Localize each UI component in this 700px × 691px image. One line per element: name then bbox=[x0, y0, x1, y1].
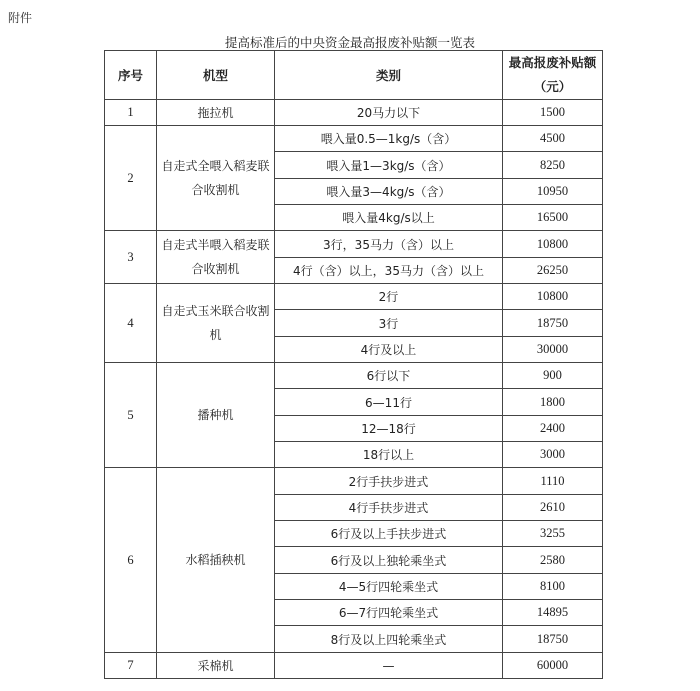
cell-amount: 14895 bbox=[503, 600, 603, 626]
cell-amount: 3000 bbox=[503, 442, 603, 468]
cell-machine bbox=[157, 231, 275, 284]
header-seq: 序号 bbox=[105, 51, 157, 100]
cell-machine bbox=[157, 468, 275, 653]
cell-seq: 4 bbox=[105, 284, 157, 363]
cell-machine bbox=[157, 363, 275, 468]
cell-amount: 10950 bbox=[503, 179, 603, 205]
cell-category: — bbox=[275, 653, 503, 679]
cell-amount: 18750 bbox=[503, 310, 603, 337]
machine-text: 自走式玉米联合收割机 bbox=[161, 304, 270, 342]
cell-category: 4行及以上 bbox=[275, 337, 503, 363]
cell-amount: 2580 bbox=[503, 547, 603, 574]
machine-text: 拖拉机 bbox=[197, 105, 234, 120]
table-row bbox=[105, 363, 603, 389]
cell-machine bbox=[157, 100, 275, 126]
cell-amount: 1110 bbox=[503, 468, 603, 495]
cell-category: 6—11行 bbox=[275, 389, 503, 416]
machine-text: 水稻插秧机 bbox=[185, 553, 246, 567]
cell-category: 3行 bbox=[275, 310, 503, 337]
cell-amount: 3255 bbox=[503, 521, 603, 547]
cell-amount: 8100 bbox=[503, 574, 603, 600]
page-title: 提高标准后的中央资金最高报废补贴额一览表 bbox=[224, 35, 475, 50]
cell-category: 12—18行 bbox=[275, 416, 503, 442]
cell-amount: 60000 bbox=[503, 653, 603, 679]
table-row bbox=[105, 284, 603, 310]
cell-amount: 18750 bbox=[503, 626, 603, 653]
cell-category: 喂入量0.5—1kg/s（含） bbox=[275, 126, 503, 152]
cell-category: 6行及以上独轮乘坐式 bbox=[275, 547, 503, 574]
cell-amount: 30000 bbox=[503, 337, 603, 363]
cell-seq: 2 bbox=[105, 126, 157, 231]
cell-seq: 6 bbox=[105, 468, 157, 653]
table-row bbox=[105, 126, 603, 152]
cell-category: 18行以上 bbox=[275, 442, 503, 468]
cell-machine bbox=[157, 653, 275, 679]
machine-text: 自走式半喂入稻麦联合收割机 bbox=[161, 238, 270, 276]
cell-category: 6行以下 bbox=[275, 363, 503, 389]
header-machine: 机型 bbox=[157, 51, 275, 100]
cell-amount: 10800 bbox=[503, 231, 603, 258]
cell-category: 6行及以上手扶步进式 bbox=[275, 521, 503, 547]
machine-text: 播种机 bbox=[197, 408, 234, 422]
cell-amount: 2610 bbox=[503, 495, 603, 521]
cell-category: 2行手扶步进式 bbox=[275, 468, 503, 495]
subsidy-table bbox=[104, 50, 603, 679]
machine-text: 采棉机 bbox=[197, 658, 234, 673]
cell-category: 喂入量4kg/s以上 bbox=[275, 205, 503, 231]
cell-amount: 10800 bbox=[503, 284, 603, 310]
table-row bbox=[105, 100, 603, 126]
cell-seq: 7 bbox=[105, 653, 157, 679]
table-header-row bbox=[105, 51, 603, 100]
cell-machine bbox=[157, 284, 275, 363]
table-row bbox=[105, 653, 603, 679]
cell-seq: 3 bbox=[105, 231, 157, 284]
cell-category: 6—7行四轮乘坐式 bbox=[275, 600, 503, 626]
header-category: 类别 bbox=[275, 51, 503, 100]
cell-amount: 1500 bbox=[503, 100, 603, 126]
cell-category: 8行及以上四轮乘坐式 bbox=[275, 626, 503, 653]
cell-category: 20马力以下 bbox=[275, 100, 503, 126]
cell-category: 4行（含）以上，35马力（含）以上 bbox=[275, 258, 503, 284]
cell-category: 喂入量3—4kg/s（含） bbox=[275, 179, 503, 205]
cell-amount: 2400 bbox=[503, 416, 603, 442]
table-row bbox=[105, 468, 603, 495]
table-row bbox=[105, 231, 603, 258]
machine-text: 自走式全喂入稻麦联合收割机 bbox=[161, 159, 270, 197]
cell-amount: 8250 bbox=[503, 152, 603, 179]
cell-amount: 900 bbox=[503, 363, 603, 389]
cell-machine bbox=[157, 126, 275, 231]
table-body bbox=[105, 100, 603, 679]
header-amount bbox=[503, 51, 603, 100]
cell-category: 4行手扶步进式 bbox=[275, 495, 503, 521]
header-amount-text: 最高报废补贴额（元） bbox=[508, 55, 597, 94]
cell-category: 喂入量1—3kg/s（含） bbox=[275, 152, 503, 179]
cell-seq: 5 bbox=[105, 363, 157, 468]
cell-category: 3行，35马力（含）以上 bbox=[275, 231, 503, 258]
cell-category: 4—5行四轮乘坐式 bbox=[275, 574, 503, 600]
cell-seq: 1 bbox=[105, 100, 157, 126]
cell-amount: 16500 bbox=[503, 205, 603, 231]
cell-amount: 4500 bbox=[503, 126, 603, 152]
cell-category: 2行 bbox=[275, 284, 503, 310]
cell-amount: 1800 bbox=[503, 389, 603, 416]
cell-amount: 26250 bbox=[503, 258, 603, 284]
attachment-label: 附件 bbox=[8, 11, 33, 25]
